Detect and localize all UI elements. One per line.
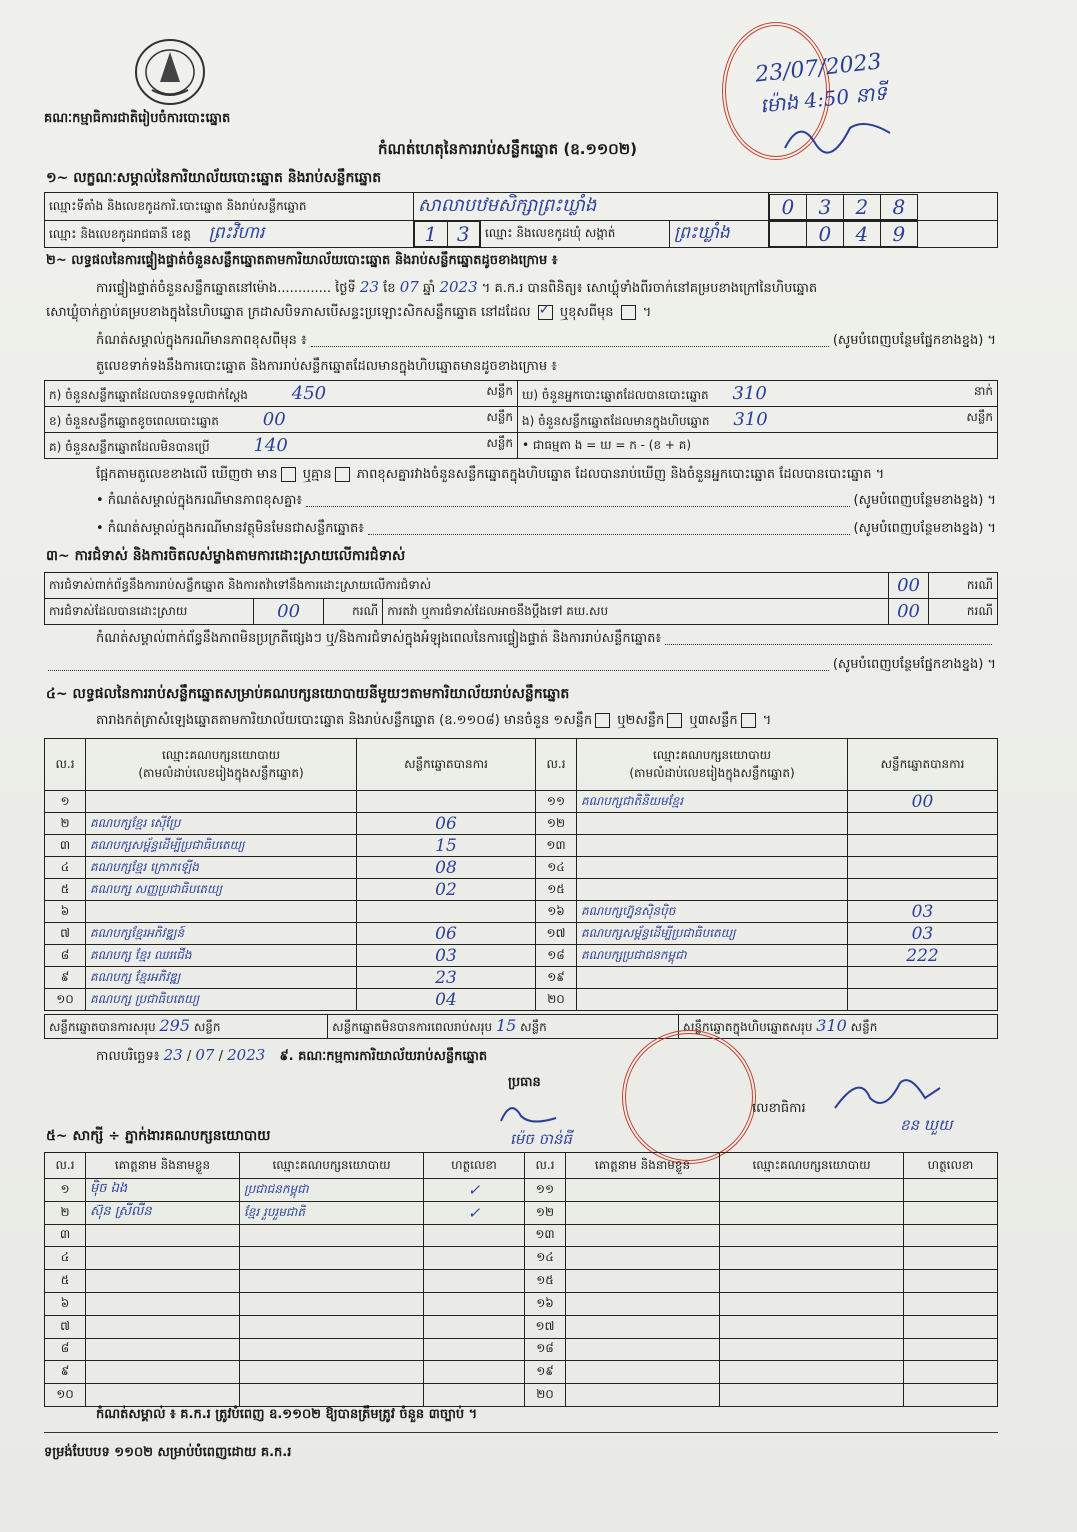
party-name: គណបក្សសម្ព័ន្ធដើម្បីប្រជាធិបតេយ្យ (86, 835, 357, 857)
witness-signature (424, 1270, 525, 1293)
totals-table: សន្លឹកឆ្នោតបានការសរុប 295 សន្លឹក សន្លឹកឆ្នោតមិនបានការពេលរាប់សរុប 15 សន្លឹក សន្លឹកឆ្នោតក្នុងហិបឆ្នោតសរុប 310 សន្លឹក (44, 1014, 998, 1039)
footer-note: កំណត់សម្គាល់ ៖ គ.ក.រ ត្រូវបំពេញ ឧ.១១០២ ឱ្យបានត្រឹមត្រូវ ចំនួន ៣ច្បាប់ ។ (96, 1407, 478, 1422)
unused-label: គ) ចំនួនសន្លឹកឆ្នោតដែលមិនបានប្រើ (49, 439, 210, 454)
party-name (86, 901, 357, 923)
table-row (45, 813, 998, 835)
witness-signature (904, 1338, 998, 1361)
province-label: ឈ្មោះ និងលេខកូដរាជធានី ខេត្ត ព្រះវិហារ (45, 221, 414, 248)
party-name (577, 857, 848, 879)
witness-party (720, 1315, 904, 1338)
party-votes: 06 (357, 923, 536, 945)
in-box-value: 310 (733, 408, 768, 430)
witness-party: ប្រជាជនកម្ពុជា (240, 1179, 424, 1202)
witness-name (86, 1384, 240, 1407)
party-name: គណបក្សខ្មែរ ក្រោកឡើង (86, 857, 357, 879)
table-row (45, 1224, 998, 1247)
secretary-name: ខន ឃួយ (900, 1116, 953, 1134)
resolved-value: 00 (254, 599, 324, 625)
party-number: ១៥ (536, 879, 577, 901)
unused-value: 140 (253, 434, 288, 456)
party-name (577, 989, 848, 1011)
witness-party (240, 1224, 424, 1247)
witness-name (566, 1179, 720, 1202)
witness-party (240, 1292, 424, 1315)
witness-party (720, 1292, 904, 1315)
witness-signature (904, 1292, 998, 1315)
table-row (45, 1292, 998, 1315)
party-votes: 04 (357, 989, 536, 1011)
commune-digit: 4 (843, 222, 880, 247)
party-votes (848, 813, 998, 835)
verify-month: 07 (399, 278, 419, 296)
witness-signature (904, 1224, 998, 1247)
party-name: គណបក្ស ខ្មែរអភិវឌ្ឍ (86, 967, 357, 989)
province-digit: 1 (415, 222, 448, 247)
witness-party (720, 1224, 904, 1247)
location-label: ឈ្មោះទីតាំង និងលេខកូដការិ.បោះឆ្នោត និងរាប់សន្លឹកឆ្នោត (45, 193, 414, 221)
table-row (45, 1361, 998, 1384)
witness-number: ១៤ (525, 1247, 566, 1270)
party-votes: 00 (848, 791, 998, 813)
location-digit: 2 (843, 194, 880, 219)
witness-number: ៣ (45, 1224, 86, 1247)
party-name: គណបក្សជាតិនិយមខ្មែរ (577, 791, 848, 813)
party-votes: 03 (848, 901, 998, 923)
witness-number: ៧ (45, 1315, 86, 1338)
witness-number: ៩ (45, 1361, 86, 1384)
table-row (45, 1315, 998, 1338)
witness-number: ៦ (45, 1292, 86, 1315)
table-row (45, 901, 998, 923)
bullet1-line: • កំណត់សម្គាល់ក្នុងករណីមានភាពខុសគ្នា៖ (សូមបំពេញបន្ថែមខាងខ្នង) ។ (96, 493, 996, 508)
president-title: ប្រធាន (508, 1075, 541, 1090)
president-signature (496, 1096, 566, 1130)
note1-line: កំណត់សម្គាល់ក្នុងករណីមានភាពខុសពីមុន ៖ (សូមបំពេញបន្ថែមផ្នែកខាងខ្នង) ។ (96, 333, 996, 348)
witness-signature (424, 1384, 525, 1407)
witness-party (240, 1270, 424, 1293)
party-votes: 222 (848, 945, 998, 967)
in-box-label: ង) ចំនួនសន្លឹកឆ្នោតដែលមានក្នុងហិបឆ្នោត (522, 413, 710, 428)
witness-name (86, 1338, 240, 1361)
witness-name: ម៉ិច ឯង (86, 1179, 240, 1202)
witness-name (566, 1270, 720, 1293)
party-number: ១២ (536, 813, 577, 835)
party-name (577, 879, 848, 901)
page-title: កំណត់ហេតុនៃការរាប់សន្លឹកឆ្នោត (ឧ.១១០២) (378, 140, 638, 158)
witness-party (720, 1384, 904, 1407)
footer-divider (44, 1432, 998, 1433)
table-row (45, 835, 998, 857)
ballot-figures-table: ក) ចំនួនសន្លឹកឆ្នោតដែលបានទទួលជាក់ស្តែង 450 សន្លឹក ឃ) ចំនួនអ្នកបោះឆ្នោតដែលបានបោះឆ្នោត 310 នាក់ ខ) ចំនួនសន្លឹកឆ្នោតខូចពេលបោះឆ្នោត 00 សន្លឹក ង) ចំនួនសន្លឹកឆ្នោតដែលមានក្នុងហិបឆ្នោត 310 សន្លឹក គ) ចំនួនសន្លឹកឆ្នោតដែលមិនបានប្រើ 140 សន្លឹក • ជាធម្មតា ង = ឃ = ក - (ខ + គ) (44, 380, 998, 459)
one-sheet-checkbox[interactable] (595, 713, 610, 728)
resolved-label: ការជំទាស់ដែលបានដោះស្រាយ (45, 599, 254, 625)
witness-party (720, 1361, 904, 1384)
witness-number: ១៩ (525, 1361, 566, 1384)
witness-party (240, 1361, 424, 1384)
party-name (577, 835, 848, 857)
witness-name (566, 1224, 720, 1247)
table-row (45, 945, 998, 967)
location-digit: 0 (769, 194, 806, 219)
party-votes (848, 879, 998, 901)
province-value: ព្រះវិហារ (208, 222, 265, 243)
witness-signature: ✓ (424, 1179, 525, 1202)
party-number: ១១ (536, 791, 577, 813)
location-digit: 8 (880, 194, 917, 219)
witness-party (720, 1270, 904, 1293)
table-row (45, 923, 998, 945)
witness-party (720, 1247, 904, 1270)
valid-total: 295 (159, 1016, 191, 1035)
secretary-label: លេខាធិការ (752, 1101, 806, 1116)
witness-table: ល.រ គោត្តនាម និងនាមខ្លួន ឈ្មោះគណបក្សនយោបាយ ហត្ថលេខា ល.រ គោត្តនាម និងនាមខ្លួន ឈ្មោះគណបក្សនយោបាយ ហត្ថលេខា ១ ម៉ិច ឯង ប្រជាជនកម្ពុជា ✓ ១១ ២ ស៊ុន ស្រីលីន ខ្មែរ រួបរួមជាតិ ✓ ១២ ៣ ១៣ ៤ ១៤ ៥ ១៥ ៦ ១៦ ៧ ១៧ ៨ ១៨ ៩ ១៩ ១០ ២០ (44, 1152, 998, 1407)
witness-party (720, 1179, 904, 1202)
witness-party: ខ្មែរ រួបរួមជាតិ (240, 1201, 424, 1224)
table-row (45, 857, 998, 879)
witness-number: ២ (45, 1201, 86, 1224)
location-value: សាលាបឋមសិក្សាព្រះឃ្លាំង (414, 193, 769, 221)
witness-name: ស៊ុន ស្រីលីន (86, 1201, 240, 1224)
witness-name (86, 1315, 240, 1338)
witness-signature (904, 1201, 998, 1224)
witness-number: ៨ (45, 1338, 86, 1361)
appeal-value: 00 (889, 599, 929, 625)
party-number: ១០ (45, 989, 86, 1011)
appeal-label: ការតវ៉ា ឬការជំទាស់ដែលអាចនឹងប្តឹងទៅ គឃ.សប (383, 599, 889, 625)
witness-name (86, 1270, 240, 1293)
party-name (577, 813, 848, 835)
table-row (45, 1247, 998, 1270)
no-discrepancy-checkbox[interactable] (335, 467, 350, 482)
voters-label: ឃ) ចំនួនអ្នកបោះឆ្នោតដែលបានបោះឆ្នោត (522, 387, 709, 402)
national-emblem-icon (130, 36, 210, 108)
party-name: គណបក្សខ្មែរ ស៊ើប្រែ (86, 813, 357, 835)
figures-intro: តួលេខទាក់ទងនឹងការបោះឆ្នោត និងការរាប់សន្លឹកឆ្នោតដែលមានក្នុងហិបឆ្នោតមានដូចខាងក្រោម ៖ (96, 359, 557, 374)
province-digit: 3 (447, 222, 480, 247)
table-row (45, 1201, 998, 1224)
party-name: គណបក្សសម្ព័ន្ធដើម្បីប្រជាធិបតេយ្យ (577, 923, 848, 945)
spoiled-label: ខ) ចំនួនសន្លឹកឆ្នោតខូចពេលបោះឆ្នោត (49, 413, 219, 428)
party-votes (848, 989, 998, 1011)
party-number: ៦ (45, 901, 86, 923)
commune-digit: 9 (880, 222, 917, 247)
party-name: គណបក្ស ខ្មែរ ឈរជើង (86, 945, 357, 967)
party-name: គណបក្ស ប្រជាធិបតេយ្យ (86, 989, 357, 1011)
party-number: ១ (45, 791, 86, 813)
witness-signature (904, 1361, 998, 1384)
table-row (45, 989, 998, 1011)
witness-name (86, 1247, 240, 1270)
voters-value: 310 (732, 382, 767, 404)
received-value: 450 (291, 382, 327, 404)
has-discrepancy-checkbox[interactable] (281, 467, 296, 482)
secretary-signature (830, 1068, 950, 1118)
witness-signature (424, 1315, 525, 1338)
witness-number: ១ (45, 1179, 86, 1202)
witness-party (720, 1201, 904, 1224)
org-name: គណៈកម្មាធិការជាតិរៀបចំការបោះឆ្នោត (44, 111, 231, 126)
party-name (577, 967, 848, 989)
verification-line: ការផ្ទៀងផ្ទាត់ចំនួនសន្លឹកឆ្នោតនៅម៉ោង............. ថ្ងៃទី 23 ខែ 07 ឆ្នាំ 2023 ។ គ.ក.រ បានពិនិត្យ៖ សោឃ្លុំទាំងពីរចាក់នៅគម្របខាងក្រៅនៃហិបឆ្នោត (96, 278, 818, 296)
witness-name (566, 1247, 720, 1270)
witness-signature (904, 1270, 998, 1293)
commune-label: ឈ្មោះ និងលេខកូដឃុំ សង្កាត់ (481, 221, 670, 248)
party-votes: 03 (848, 923, 998, 945)
witness-signature: ✓ (424, 1201, 525, 1224)
party-results-table: ល.រ ឈ្មោះគណបក្សនយោបាយ (តាមលំដាប់លេខរៀងក្នុងសន្លឹកឆ្នោត) សន្លឹកឆ្នោតបានការ ល.រ ឈ្មោះគណបក្សនយោបាយ (តាមលំដាប់លេខរៀងក្នុងសន្លឹកឆ្នោត) សន្លឹកឆ្នោតបានការ ១ ១១ គណបក្សជាតិនិយមខ្មែរ 00 ២ គណបក្សខ្មែរ ស៊ើប្រែ 06 ១២ ៣ គណបក្សសម្ព័ន្ធដើម្បីប្រជាធិបតេយ្យ 15 ១៣ ៤ គណបក្សខ្មែរ ក្រោកឡើង 08 ១៤ ៥ គណបក្ស សញ្ញប្រជាធិបតេយ្យ 02 ១៥ ៦ ១៦ គណបក្សហ្វ៊ុនស៊ិនប៉ិច 03 ៧ គណបក្សខ្មែរអភិវឌ្ឍន៍ 06 ១៧ គណបក្សសម្ព័ន្ធដើម្បីប្រជាធិបតេយ្យ 03 ៨ គណបក្ស ខ្មែរ ឈរជើង 03 ១៨ គណបក្សប្រជាជនកម្ពុជា 222 ៩ គណបក្ស ខ្មែរអភិវឌ្ឍ 23 ១៩ ១០ គណបក្ស ប្រជាធិបតេយ្យ 04 ២០ (44, 738, 998, 1011)
witness-signature (424, 1292, 525, 1315)
party-votes (357, 791, 536, 813)
witness-number: ១៥ (525, 1270, 566, 1293)
witness-number: ៤ (45, 1247, 86, 1270)
location-digit: 3 (806, 194, 843, 219)
section4-heading: ៤~ លទ្ធផលនៃការរាប់សន្លឹកឆ្នោតសម្រាប់គណបក្សនយោបាយនីមួយៗតាមការិយាល័យរាប់សន្លឹកឆ្នោត (46, 686, 570, 702)
party-name: គណបក្ស សញ្ញប្រជាធិបតេយ្យ (86, 879, 357, 901)
party-name: គណបក្សខ្មែរអភិវឌ្ឍន៍ (86, 923, 357, 945)
form-id: ទម្រង់បែបបទ ១១០២ សម្រាប់បំពេញដោយ គ.ក.រ (44, 1445, 292, 1460)
witness-party (240, 1384, 424, 1407)
witness-name (86, 1361, 240, 1384)
party-votes (848, 967, 998, 989)
date-line: កាលបរិច្ឆេទ៖ 23 / 07 / 2023 ៩. គណៈកម្មការការិយាល័យរាប់សន្លឹកឆ្នោត (96, 1046, 488, 1064)
witness-name (566, 1201, 720, 1224)
table-row (45, 1270, 998, 1293)
witness-signature (904, 1384, 998, 1407)
bullet2-line: • កំណត់សម្គាល់ក្នុងករណីមានវត្ថុមិនមែនជាសន្លឹកឆ្នោត៖ (សូមបំពេញបន្ថែមខាងខ្នង) ។ (96, 521, 996, 536)
verify-day: 23 (359, 278, 380, 296)
witness-name (566, 1315, 720, 1338)
signature-top (780, 108, 900, 158)
witness-name (86, 1224, 240, 1247)
irregularity-note-cont: (សូមបំពេញបន្ថែមផ្នែកខាងខ្នង) ។ (44, 656, 996, 675)
seal-status-line: សោឃ្លុំចាក់ភ្ជាប់គម្របខាងក្នុងនៃហិបឆ្នោត ក្រដាសបិទភាសបើសន្ទះប្រឡោះសិកសន្លឹកឆ្នោត នៅដដែល ✓ ឬខុសពីមុន ។ (46, 304, 651, 323)
objections-value: 00 (889, 573, 929, 599)
witness-number: ១៦ (525, 1292, 566, 1315)
party-number: ១៨ (536, 945, 577, 967)
witness-signature (424, 1247, 525, 1270)
party-votes (357, 901, 536, 923)
objections-label: ការជំទាស់ពាក់ព័ន្ធនឹងការរាប់សន្លឹកឆ្នោត និងការតវ៉ាទៅនឹងការដោះស្រាយលើការជំទាស់ (45, 573, 889, 599)
party-number: ៩ (45, 967, 86, 989)
stamp-date: 23/07/2023 (754, 49, 883, 88)
party-number: ៧ (45, 923, 86, 945)
party-number: ១៩ (536, 967, 577, 989)
section5-heading: ៥~ សាក្សី ÷ ភ្នាក់ងារគណបក្សនយោបាយ (46, 1128, 271, 1144)
witness-signature (424, 1361, 525, 1384)
objections-table: ការជំទាស់ពាក់ព័ន្ធនឹងការរាប់សន្លឹកឆ្នោត និងការតវ៉ាទៅនឹងការដោះស្រាយលើការជំទាស់ 00 ករណី ការជំទាស់ដែលបានដោះស្រាយ 00 ករណី ការតវ៉ា ឬការជំទាស់ដែលអាចនឹងប្តឹងទៅ គឃ.សប 00 ករណី (44, 572, 998, 625)
party-number: ៣ (45, 835, 86, 857)
party-number: ១៦ (536, 901, 577, 923)
received-label: ក) ចំនួនសន្លឹកឆ្នោតដែលបានទទួលជាក់ស្តែង (49, 387, 248, 402)
party-number: ២ (45, 813, 86, 835)
witness-signature (904, 1315, 998, 1338)
party-votes (848, 835, 998, 857)
party-votes: 23 (357, 967, 536, 989)
party-votes: 02 (357, 879, 536, 901)
section1-table (44, 192, 998, 248)
witness-party (240, 1315, 424, 1338)
tally-sheet-line: តារាងកត់ត្រាសំឡេងឆ្នោតតាមការិយាល័យបោះឆ្នោត និងរាប់សន្លឹកឆ្នោត (ឧ.១១០៨) មានចំនួន ១សន្លឹក ឬ២សន្លឹក ឬ៣សន្លឹក ។ (96, 713, 772, 728)
witness-party (240, 1247, 424, 1270)
table-row (45, 879, 998, 901)
witness-number: ២០ (525, 1384, 566, 1407)
section3-heading: ៣~ ការជំទាស់ និងការចិតលស់ម្ខាងតាមការដោះស្រាយលើការជំទាស់ (46, 548, 406, 564)
party-name (86, 791, 357, 813)
party-number: ៤ (45, 857, 86, 879)
witness-signature (904, 1179, 998, 1202)
table-row (45, 791, 998, 813)
party-number: ១៧ (536, 923, 577, 945)
unchanged-checkbox[interactable] (538, 305, 553, 320)
witness-signature (424, 1338, 525, 1361)
changed-checkbox[interactable] (621, 305, 636, 320)
stamp-time: ម៉ោង 4:50 នាទី (758, 80, 889, 118)
party-votes: 15 (357, 835, 536, 857)
irregularity-note: កំណត់សម្គាល់ពាក់ព័ន្ធនឹងភាពមិនប្រក្រតីផ្សេងៗ ឬ/និងការជំទាស់ក្នុងអំឡុងពេលនៃការផ្ទៀងផ្ទាត់ និងការរាប់សន្លឹកឆ្នោត៖ (96, 630, 996, 649)
witness-number: ១៧ (525, 1315, 566, 1338)
formula-note: • ជាធម្មតា ង = ឃ = ក - (ខ + គ) (518, 433, 998, 459)
official-stamp-bottom (622, 1030, 756, 1164)
party-votes: 08 (357, 857, 536, 879)
three-sheet-checkbox[interactable] (741, 713, 756, 728)
president-name: ម៉េច ចាន់ធី (510, 1130, 572, 1148)
witness-name (86, 1292, 240, 1315)
witness-number: ១៣ (525, 1224, 566, 1247)
two-sheet-checkbox[interactable] (667, 713, 682, 728)
party-number: ១៤ (536, 857, 577, 879)
witness-number: ១០ (45, 1384, 86, 1407)
party-name: គណបក្សហ្វ៊ុនស៊ិនប៉ិច (577, 901, 848, 923)
witness-name (566, 1361, 720, 1384)
table-row (45, 967, 998, 989)
discrepancy-line: ផ្អែកតាមតួលេខខាងលើ ឃើញថា មាន ឬគ្មាន ភាពខុសគ្នារវាងចំនួនសន្លឹកឆ្នោតក្នុងហិបឆ្នោត ដែលបានរាប់ឃើញ និងចំនួនអ្នកបោះឆ្នោត ដែលបានបោះឆ្នោត ។ (96, 467, 885, 482)
commune-value: ព្រះឃ្លាំង (670, 221, 769, 248)
witness-number: ១១ (525, 1179, 566, 1202)
witness-name (566, 1384, 720, 1407)
party-number: ១៣ (536, 835, 577, 857)
party-number: ៥ (45, 879, 86, 901)
invalid-total: 15 (495, 1016, 517, 1035)
witness-signature (424, 1224, 525, 1247)
verify-year: 2023 (439, 278, 478, 296)
witness-number: ៥ (45, 1270, 86, 1293)
section1-heading: ១~ លក្ខណៈសម្គាល់នៃការិយាល័យបោះឆ្នោត និងរាប់សន្លឹកឆ្នោត (46, 170, 382, 186)
commune-digit: 0 (806, 222, 843, 247)
party-votes (848, 857, 998, 879)
table-row (45, 1384, 998, 1407)
witness-party (720, 1338, 904, 1361)
witness-name (566, 1292, 720, 1315)
table-row (45, 1179, 998, 1202)
party-votes: 06 (357, 813, 536, 835)
witness-name (566, 1338, 720, 1361)
party-name: គណបក្សប្រជាជនកម្ពុជា (577, 945, 848, 967)
spoiled-value: 00 (262, 408, 286, 430)
party-votes: 03 (357, 945, 536, 967)
section2-heading: ២~ លទ្ធផលនៃការផ្ទៀងផ្ទាត់ចំនួនសន្លឹកឆ្នោតតាមការិយាល័យបោះឆ្នោត និងរាប់សន្លឹកឆ្នោតដូចខាងក្រោម ៖ (46, 253, 558, 268)
party-number: ២០ (536, 989, 577, 1011)
table-row (45, 1338, 998, 1361)
box-total: 310 (816, 1016, 847, 1035)
witness-number: ១២ (525, 1201, 566, 1224)
witness-party (240, 1338, 424, 1361)
witness-signature (904, 1247, 998, 1270)
witness-number: ១៨ (525, 1338, 566, 1361)
party-number: ៨ (45, 945, 86, 967)
